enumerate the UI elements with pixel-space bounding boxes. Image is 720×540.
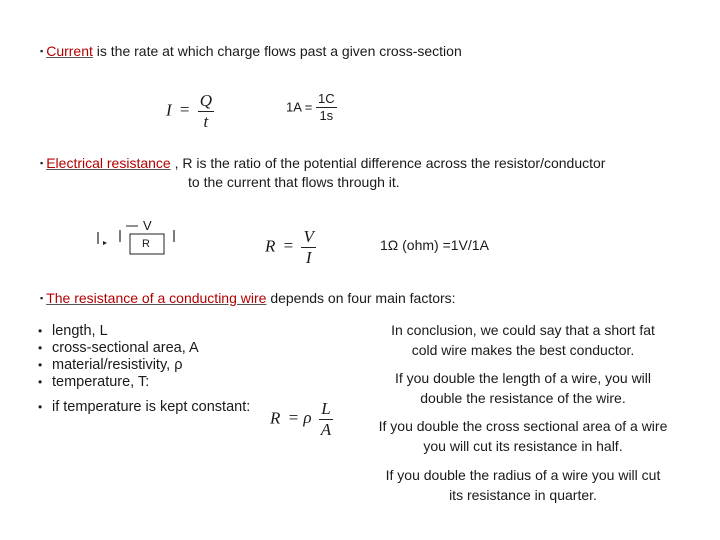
formula-eq: =	[179, 100, 190, 120]
formula-fraction	[319, 400, 333, 439]
square-bullet-icon: ▪	[40, 158, 44, 168]
current-definition	[40, 43, 462, 59]
current-text: is the rate at which charge flows past a given cross-section	[92, 43, 462, 59]
list-item-text: temperature, T:	[52, 374, 150, 390]
area-effect-text: If you double the cross sectional area of a wire you will cut its resistance in half.	[378, 418, 668, 454]
resistance-text-line2: to the current that flows through it.	[188, 174, 400, 190]
unit-numerator: 1C	[318, 91, 335, 106]
factors-term: The resistance of a conducting wire	[46, 290, 267, 306]
formula-eq: =	[283, 236, 294, 256]
resistor-circuit-diagram	[94, 218, 184, 260]
square-bullet-icon: ▪	[40, 293, 44, 303]
fraction-denominator: t	[203, 111, 209, 131]
list-item	[38, 324, 250, 341]
formula-lhs: R	[265, 236, 276, 256]
resistor-label: R	[142, 238, 150, 250]
fraction-denominator: A	[320, 419, 332, 439]
list-item	[38, 358, 250, 375]
dot-bullet-icon: •	[38, 375, 43, 389]
list-item-text: material/resistivity, ρ	[52, 357, 183, 373]
list-item-text: if temperature is kept constant:	[52, 399, 251, 415]
fraction-numerator: L	[321, 399, 331, 418]
voltage-label: V	[143, 218, 152, 233]
current-formula	[166, 92, 214, 131]
formula-fraction	[198, 92, 214, 131]
dot-bullet-icon: •	[38, 341, 43, 355]
fraction-numerator: Q	[199, 91, 213, 110]
resistance-definition	[40, 155, 605, 171]
conclusion-text: In conclusion, we could say that a short fat cold wire makes the best conductor.	[391, 322, 655, 358]
circuit-svg	[94, 218, 184, 260]
radius-effect-text: If you double the radius of a wire you will cut its resistance in quarter.	[385, 467, 661, 503]
current-term: Current	[46, 43, 93, 59]
square-bullet-icon: ▪	[40, 46, 44, 56]
resistance-text-line1: , R is the ratio of the potential difference across the resistor/conductor	[170, 155, 606, 171]
list-item	[38, 400, 250, 415]
dot-bullet-icon: •	[38, 358, 43, 372]
factors-intro	[40, 290, 456, 306]
resistivity-formula	[270, 400, 333, 439]
formula-lhs: I	[166, 100, 172, 120]
fraction-numerator: V	[303, 227, 314, 246]
list-item-text: cross-sectional area, A	[52, 340, 199, 356]
list-item-text: length, L	[52, 323, 108, 339]
unit-fraction	[316, 92, 337, 122]
formula-lhs: R	[270, 408, 281, 428]
dot-bullet-icon: •	[38, 400, 43, 414]
fraction-denominator: I	[305, 247, 312, 267]
list-item	[38, 375, 250, 400]
unit-lhs: 1A =	[286, 99, 313, 115]
factors-text: depends on four main factors:	[266, 290, 456, 306]
resistance-formula	[265, 228, 316, 267]
formula-fraction	[301, 228, 315, 267]
list-item	[38, 341, 250, 358]
length-effect-text: If you double the length of a wire, you will double the resistance of the wire.	[394, 370, 652, 406]
ohm-unit-text: 1Ω (ohm) =1V/1A	[380, 237, 489, 253]
unit-denominator: 1s	[319, 107, 334, 123]
current-unit-formula	[286, 92, 337, 122]
resistance-term: Electrical resistance	[46, 155, 171, 171]
factors-list	[38, 324, 250, 415]
formula-eq: = ρ	[287, 408, 312, 428]
dot-bullet-icon: •	[38, 324, 43, 338]
